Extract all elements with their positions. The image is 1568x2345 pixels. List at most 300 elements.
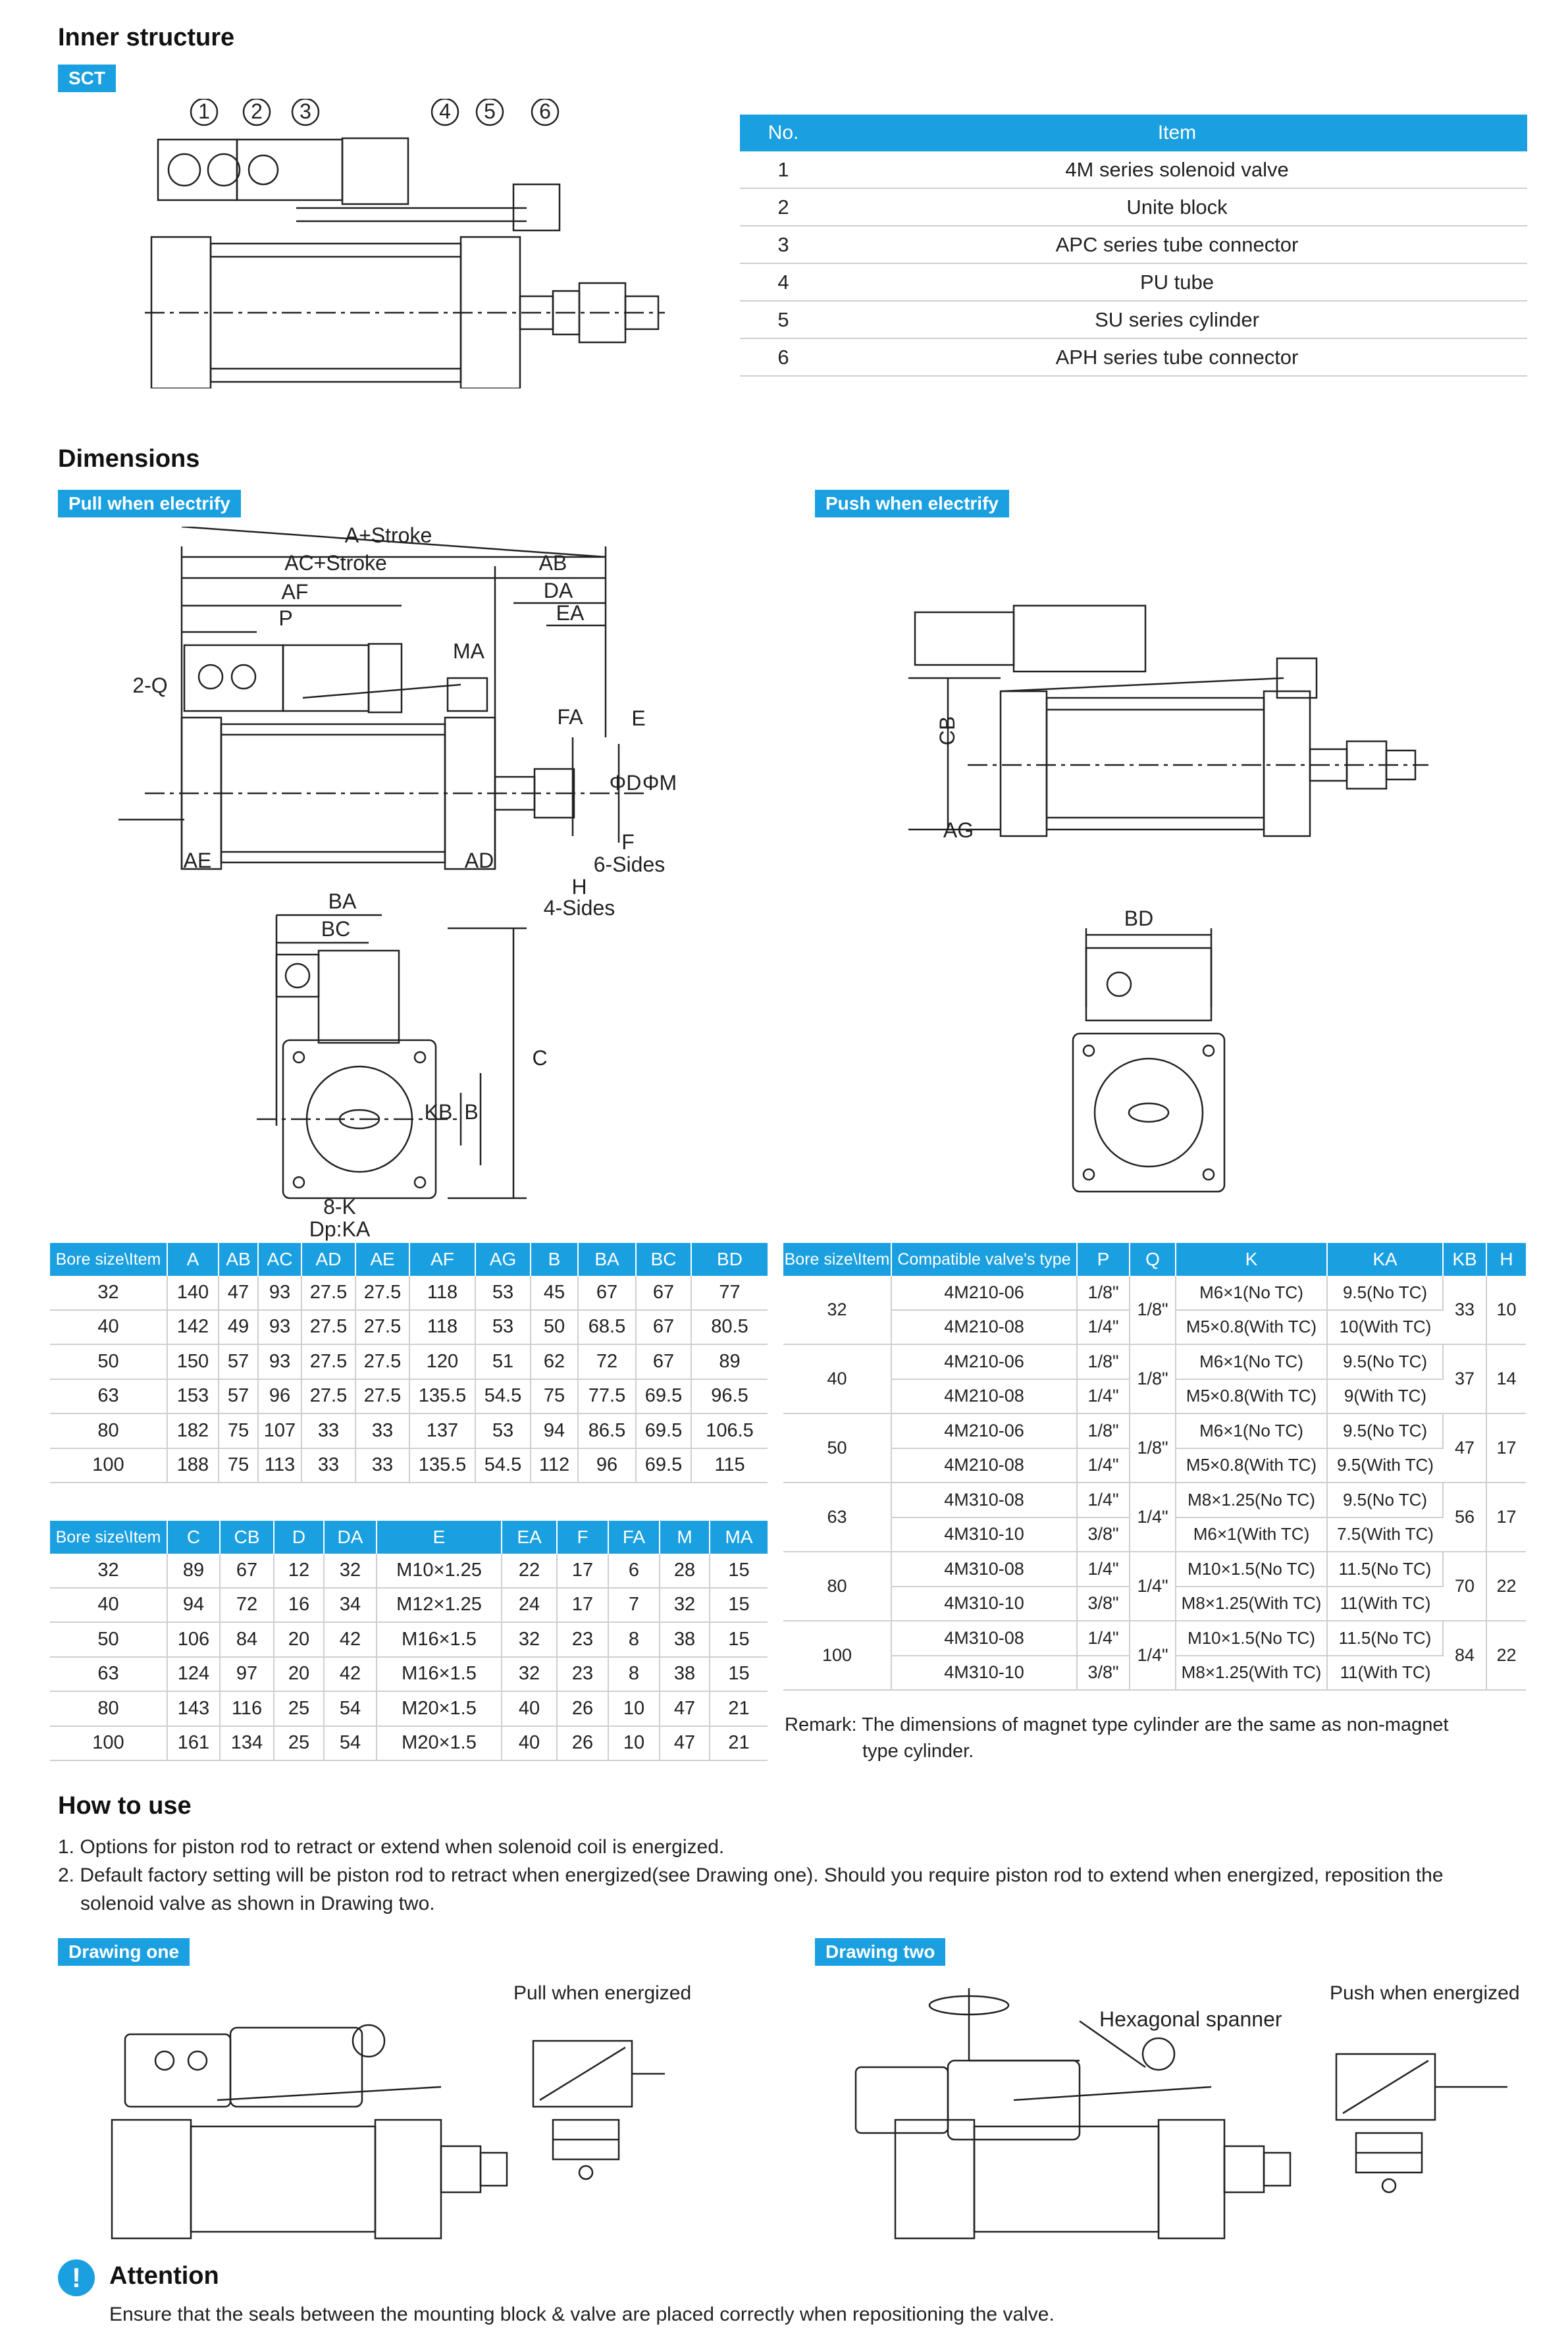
lbl-2q: 2-Q bbox=[132, 673, 168, 697]
lbl-af: AF bbox=[281, 580, 309, 604]
cell: 33 bbox=[355, 1413, 409, 1448]
inner-structure-drawing bbox=[145, 99, 711, 388]
how-item-2-line-1: 2. Default factory setting will be piston rod to retract when energized(see Drawing one). Should you require piston rod to extend when energized, reposition the bbox=[58, 1864, 1444, 1886]
callout-2: 2 bbox=[251, 99, 263, 123]
cell: 54 bbox=[324, 1726, 377, 1761]
cell: 67 bbox=[578, 1276, 636, 1310]
cell: 97 bbox=[220, 1657, 274, 1692]
table-row bbox=[783, 1276, 1526, 1310]
cell: 28 bbox=[660, 1554, 710, 1588]
col-fa: FA bbox=[608, 1521, 660, 1554]
valve-table bbox=[783, 1243, 1526, 1691]
col-bore: Bore size\Item bbox=[50, 1521, 167, 1554]
cell: 89 bbox=[691, 1344, 768, 1379]
cell: 54.5 bbox=[475, 1448, 531, 1483]
cell: 32 bbox=[660, 1588, 710, 1623]
cell: PU tube bbox=[827, 263, 1527, 301]
drawing-two-tag: Drawing two bbox=[815, 1938, 945, 1966]
col-a: A bbox=[167, 1243, 219, 1276]
lbl-ea: EA bbox=[556, 601, 585, 625]
lbl-dpka: Dp:KA bbox=[309, 1217, 371, 1241]
cell: 24 bbox=[502, 1588, 557, 1623]
col-ab: AB bbox=[219, 1243, 258, 1276]
cell: 25 bbox=[274, 1726, 324, 1761]
cell: 32 bbox=[502, 1622, 557, 1657]
dimensions-table-2 bbox=[50, 1521, 768, 1761]
cell: 17 bbox=[557, 1588, 608, 1623]
cell: 1/8" bbox=[1130, 1413, 1176, 1483]
remark-line-1: Remark: The dimensions of magnet type cylinder are the same as non-magnet bbox=[785, 1714, 1449, 1735]
how-item-1: 1. Options for piston rod to retract or extend when solenoid coil is energized. bbox=[58, 1836, 725, 1858]
cell: 49 bbox=[219, 1310, 258, 1345]
cell: 11.5(No TC) bbox=[1327, 1621, 1443, 1656]
cell: 93 bbox=[258, 1310, 301, 1345]
spanner-label: Hexagonal spanner bbox=[1099, 2007, 1282, 2031]
cell: 47 bbox=[219, 1276, 258, 1310]
cell: M6×1(With TC) bbox=[1176, 1517, 1327, 1552]
cell: 9.5(No TC) bbox=[1327, 1413, 1443, 1448]
col-kb: KB bbox=[1443, 1243, 1486, 1276]
lbl-6sides: 6-Sides bbox=[593, 853, 666, 876]
table-row bbox=[50, 1588, 768, 1623]
cell: 4M210-06 bbox=[891, 1413, 1077, 1448]
cell: 4M310-10 bbox=[891, 1587, 1077, 1621]
cell: 53 bbox=[475, 1413, 531, 1448]
cell: 96 bbox=[578, 1448, 636, 1483]
callout-6: 6 bbox=[539, 99, 551, 123]
cell: 93 bbox=[258, 1276, 301, 1310]
drawing-one bbox=[99, 2008, 724, 2252]
cell: 67 bbox=[636, 1276, 691, 1310]
cell: 84 bbox=[220, 1622, 274, 1657]
cell: 6 bbox=[608, 1554, 660, 1588]
cell: 23 bbox=[557, 1657, 608, 1692]
cell: 40 bbox=[502, 1726, 557, 1761]
cell: 6 bbox=[740, 338, 827, 376]
table-row bbox=[783, 1344, 1526, 1379]
cell: 38 bbox=[660, 1657, 710, 1692]
cell: 9(With TC) bbox=[1327, 1379, 1443, 1414]
pull-tag: Pull when electrify bbox=[58, 490, 241, 517]
col-valve-type: Compatible valve's type bbox=[891, 1243, 1077, 1276]
cell: 4M210-08 bbox=[891, 1310, 1077, 1345]
cell: 4M310-08 bbox=[891, 1621, 1077, 1656]
table-row bbox=[50, 1622, 768, 1657]
cell: Unite block bbox=[827, 188, 1527, 226]
cell: 93 bbox=[258, 1344, 301, 1379]
col-p: P bbox=[1077, 1243, 1130, 1276]
cell: 72 bbox=[220, 1588, 274, 1623]
lbl-a-stroke: A+Stroke bbox=[344, 527, 432, 547]
cell: M20×1.5 bbox=[377, 1726, 502, 1761]
col-ag: AG bbox=[475, 1243, 531, 1276]
cell: 4M310-10 bbox=[891, 1517, 1077, 1552]
cell: 22 bbox=[502, 1554, 557, 1588]
cell: 26 bbox=[557, 1691, 608, 1726]
cell: M6×1(No TC) bbox=[1176, 1276, 1327, 1310]
cell: 27.5 bbox=[301, 1344, 355, 1379]
col-bore: Bore size\Item bbox=[50, 1243, 167, 1276]
cell: 69.5 bbox=[636, 1379, 691, 1414]
push-side-view bbox=[902, 593, 1442, 843]
cell: 69.5 bbox=[636, 1413, 691, 1448]
cell: 27.5 bbox=[301, 1310, 355, 1345]
lbl-cb: CB bbox=[935, 716, 959, 746]
cell: 47 bbox=[660, 1726, 710, 1761]
cell: 10 bbox=[608, 1691, 660, 1726]
cell: M5×0.8(With TC) bbox=[1176, 1379, 1327, 1414]
table-row bbox=[783, 1552, 1526, 1587]
cell: 137 bbox=[409, 1413, 475, 1448]
col-no: No. bbox=[740, 115, 827, 151]
cell: 150 bbox=[167, 1344, 219, 1379]
lbl-da: DA bbox=[543, 579, 573, 602]
table-row bbox=[50, 1448, 768, 1483]
cell: 15 bbox=[710, 1657, 768, 1692]
callout-1: 1 bbox=[198, 99, 210, 123]
exclamation-icon: ! bbox=[58, 2259, 95, 2296]
lbl-ma: MA bbox=[453, 639, 484, 663]
col-ba: BA bbox=[578, 1243, 636, 1276]
cell: 32 bbox=[783, 1276, 891, 1344]
remark-line-2: type cylinder. bbox=[862, 1741, 974, 1762]
cell: 1/8" bbox=[1130, 1276, 1176, 1344]
cell: 62 bbox=[531, 1344, 578, 1379]
cell: M6×1(No TC) bbox=[1176, 1344, 1327, 1379]
cell: 11(With TC) bbox=[1327, 1587, 1443, 1621]
cell: 115 bbox=[691, 1448, 768, 1483]
cell: 32 bbox=[324, 1554, 377, 1588]
cell: 23 bbox=[557, 1622, 608, 1657]
cell: M8×1.25(With TC) bbox=[1176, 1656, 1327, 1691]
cell: 5 bbox=[740, 301, 827, 338]
col-bore: Bore size\Item bbox=[783, 1243, 891, 1276]
table-row bbox=[783, 1483, 1526, 1517]
col-da: DA bbox=[324, 1521, 377, 1554]
cell: 80 bbox=[50, 1413, 167, 1448]
cell: 27.5 bbox=[355, 1310, 409, 1345]
cell: 63 bbox=[50, 1657, 167, 1692]
cell: M10×1.5(No TC) bbox=[1176, 1552, 1327, 1587]
cell: 34 bbox=[324, 1588, 377, 1623]
col-e: E bbox=[377, 1521, 502, 1554]
col-ad: AD bbox=[301, 1243, 355, 1276]
cell: 50 bbox=[531, 1310, 578, 1345]
lbl-fa: FA bbox=[557, 705, 583, 729]
table-row bbox=[740, 151, 1527, 188]
cell: 15 bbox=[710, 1622, 768, 1657]
table-row bbox=[50, 1379, 768, 1414]
callout-5: 5 bbox=[484, 99, 496, 123]
cell: M5×0.8(With TC) bbox=[1176, 1310, 1327, 1345]
cell: 143 bbox=[167, 1691, 220, 1726]
lbl-4sides: 4-Sides bbox=[543, 896, 615, 920]
cell: 21 bbox=[710, 1691, 768, 1726]
cell: 77.5 bbox=[578, 1379, 636, 1414]
cell: 1/4" bbox=[1077, 1448, 1130, 1483]
table-row bbox=[740, 188, 1527, 226]
cell: 1/4" bbox=[1077, 1552, 1130, 1587]
lbl-bc: BC bbox=[321, 917, 351, 941]
cell: 27.5 bbox=[355, 1379, 409, 1414]
cell: 75 bbox=[531, 1379, 578, 1414]
push-end-view bbox=[1066, 902, 1290, 1218]
cell: 3/8" bbox=[1077, 1587, 1130, 1621]
cell: M16×1.5 bbox=[377, 1622, 502, 1657]
cell: M8×1.25(With TC) bbox=[1176, 1587, 1327, 1621]
cell: 112 bbox=[531, 1448, 578, 1483]
cell: 56 bbox=[1443, 1483, 1486, 1552]
cell: 67 bbox=[636, 1344, 691, 1379]
col-ea: EA bbox=[502, 1521, 557, 1554]
col-b: B bbox=[531, 1243, 578, 1276]
table-row bbox=[740, 226, 1527, 263]
cell: 10 bbox=[1486, 1276, 1526, 1344]
cell: 75 bbox=[219, 1413, 258, 1448]
cell: 106.5 bbox=[691, 1413, 768, 1448]
table-row bbox=[50, 1554, 768, 1588]
sct-tag: SCT bbox=[58, 65, 116, 92]
table-row bbox=[50, 1691, 768, 1726]
cell: 32 bbox=[50, 1276, 167, 1310]
cell: 45 bbox=[531, 1276, 578, 1310]
cell: 42 bbox=[324, 1657, 377, 1692]
cell: 118 bbox=[409, 1276, 475, 1310]
cell: APC series tube connector bbox=[827, 226, 1527, 263]
lbl-ac-stroke: AC+Stroke bbox=[284, 551, 387, 575]
table-row bbox=[50, 1726, 768, 1761]
cell: 50 bbox=[50, 1344, 167, 1379]
cell: 2 bbox=[740, 188, 827, 226]
cell: 63 bbox=[783, 1483, 891, 1552]
lbl-p: P bbox=[278, 606, 293, 630]
cell: 32 bbox=[50, 1554, 167, 1588]
cell: M16×1.5 bbox=[377, 1657, 502, 1692]
table-row bbox=[50, 1276, 768, 1310]
pull-end-view bbox=[250, 889, 566, 1244]
cell: 4M210-08 bbox=[891, 1379, 1077, 1414]
cell: 22 bbox=[1486, 1552, 1526, 1621]
cell: M5×0.8(With TC) bbox=[1176, 1448, 1327, 1483]
cell: 1/8" bbox=[1077, 1413, 1130, 1448]
cell: 1 bbox=[740, 151, 827, 188]
how-item-2-line-2: solenoid valve as shown in Drawing two. bbox=[80, 1893, 435, 1914]
cell: 94 bbox=[531, 1413, 578, 1448]
lbl-8k: 8-K bbox=[323, 1195, 356, 1219]
cell: M10×1.5(No TC) bbox=[1176, 1621, 1327, 1656]
col-af: AF bbox=[409, 1243, 475, 1276]
cell: 120 bbox=[409, 1344, 475, 1379]
cell: 3 bbox=[740, 226, 827, 263]
cell: 4M210-08 bbox=[891, 1448, 1077, 1483]
cell: 40 bbox=[50, 1310, 167, 1345]
cell: 9.5(With TC) bbox=[1327, 1448, 1443, 1483]
cell: 25 bbox=[274, 1691, 324, 1726]
callout-4: 4 bbox=[439, 99, 451, 123]
pull-side-view bbox=[118, 527, 711, 935]
cell: 17 bbox=[557, 1554, 608, 1588]
cell: 7.5(With TC) bbox=[1327, 1517, 1443, 1552]
table-row bbox=[50, 1310, 768, 1345]
cell: 4M310-08 bbox=[891, 1483, 1077, 1517]
col-f: F bbox=[557, 1521, 608, 1554]
cell: 80.5 bbox=[691, 1310, 768, 1345]
col-ma: MA bbox=[710, 1521, 768, 1554]
cell: 135.5 bbox=[409, 1379, 475, 1414]
col-k: K bbox=[1176, 1243, 1327, 1276]
cell: 63 bbox=[50, 1379, 167, 1414]
cell: 107 bbox=[258, 1413, 301, 1448]
cell: 188 bbox=[167, 1448, 219, 1483]
cell: 50 bbox=[50, 1622, 167, 1657]
cell: M8×1.25(No TC) bbox=[1176, 1483, 1327, 1517]
cell: 142 bbox=[167, 1310, 219, 1345]
cell: 84 bbox=[1443, 1621, 1486, 1690]
cell: 8 bbox=[608, 1622, 660, 1657]
cell: 96.5 bbox=[691, 1379, 768, 1414]
push-caption: Push when energized bbox=[1330, 1982, 1520, 2004]
cell: 33 bbox=[301, 1448, 355, 1483]
cell: 106 bbox=[167, 1622, 220, 1657]
lbl-ad: AD bbox=[464, 849, 494, 872]
cell: 8 bbox=[608, 1657, 660, 1692]
cell: 27.5 bbox=[301, 1276, 355, 1310]
cell: 33 bbox=[1443, 1276, 1486, 1344]
col-ac: AC bbox=[258, 1243, 301, 1276]
cell: 32 bbox=[502, 1657, 557, 1692]
cell: 17 bbox=[1486, 1483, 1526, 1552]
cell: 27.5 bbox=[355, 1276, 409, 1310]
cell: 9.5(No TC) bbox=[1327, 1483, 1443, 1517]
cell: M20×1.5 bbox=[377, 1691, 502, 1726]
lbl-ae: AE bbox=[183, 849, 212, 872]
cell: 4M310-08 bbox=[891, 1552, 1077, 1587]
drawing-one-tag: Drawing one bbox=[58, 1938, 190, 1966]
cell: 27.5 bbox=[301, 1379, 355, 1414]
col-q: Q bbox=[1130, 1243, 1176, 1276]
cell: 47 bbox=[1443, 1413, 1486, 1483]
cell: 40 bbox=[502, 1691, 557, 1726]
cell: 20 bbox=[274, 1657, 324, 1692]
cell: 3/8" bbox=[1077, 1517, 1130, 1552]
col-cb: CB bbox=[220, 1521, 274, 1554]
cell: 40 bbox=[783, 1344, 891, 1413]
cell: 54 bbox=[324, 1691, 377, 1726]
cell: 135.5 bbox=[409, 1448, 475, 1483]
table-row bbox=[740, 301, 1527, 338]
cell: 4 bbox=[740, 263, 827, 301]
cell: 11.5(No TC) bbox=[1327, 1552, 1443, 1587]
cell: 26 bbox=[557, 1726, 608, 1761]
cell: 4M210-06 bbox=[891, 1344, 1077, 1379]
cell: 72 bbox=[578, 1344, 636, 1379]
cell: 69.5 bbox=[636, 1448, 691, 1483]
inner-structure-table bbox=[740, 115, 1527, 377]
cell: 21 bbox=[710, 1726, 768, 1761]
cell: 37 bbox=[1443, 1344, 1486, 1413]
table-row bbox=[50, 1344, 768, 1379]
cell: 1/4" bbox=[1077, 1483, 1130, 1517]
cell: 86.5 bbox=[578, 1413, 636, 1448]
cell: 100 bbox=[50, 1726, 167, 1761]
cell: 113 bbox=[258, 1448, 301, 1483]
cell: 75 bbox=[219, 1448, 258, 1483]
cell: 38 bbox=[660, 1622, 710, 1657]
cell: 10(With TC) bbox=[1327, 1310, 1443, 1345]
lbl-kb: KB bbox=[424, 1100, 453, 1124]
col-ae: AE bbox=[355, 1243, 409, 1276]
cell: 80 bbox=[783, 1552, 891, 1621]
cell: 182 bbox=[167, 1413, 219, 1448]
cell: 1/4" bbox=[1130, 1483, 1176, 1552]
cell: 33 bbox=[355, 1448, 409, 1483]
col-c: C bbox=[167, 1521, 220, 1554]
cell: 57 bbox=[219, 1344, 258, 1379]
col-d: D bbox=[274, 1521, 324, 1554]
attention-title: Attention bbox=[109, 2262, 219, 2290]
cell: 33 bbox=[301, 1413, 355, 1448]
dimensions-title: Dimensions bbox=[58, 445, 200, 473]
cell: 4M210-06 bbox=[891, 1276, 1077, 1310]
cell: 1/4" bbox=[1130, 1552, 1176, 1621]
table-row bbox=[783, 1413, 1526, 1448]
cell: 15 bbox=[710, 1588, 768, 1623]
cell: 9.5(No TC) bbox=[1327, 1344, 1443, 1379]
cell: APH series tube connector bbox=[827, 338, 1527, 376]
cell: 161 bbox=[167, 1726, 220, 1761]
lbl-ag: AG bbox=[943, 818, 974, 842]
cell: 1/8" bbox=[1077, 1344, 1130, 1379]
cell: 20 bbox=[274, 1622, 324, 1657]
table-row bbox=[50, 1413, 768, 1448]
cell: 1/8" bbox=[1077, 1276, 1130, 1310]
cell: 14 bbox=[1486, 1344, 1526, 1413]
push-tag: Push when electrify bbox=[815, 490, 1009, 517]
cell: M10×1.25 bbox=[377, 1554, 502, 1588]
cell: 4M series solenoid valve bbox=[827, 151, 1527, 188]
col-item: Item bbox=[827, 115, 1527, 151]
lbl-bd: BD bbox=[1124, 907, 1154, 930]
col-bc: BC bbox=[636, 1243, 691, 1276]
cell: 134 bbox=[220, 1726, 274, 1761]
how-to-use-title: How to use bbox=[58, 1792, 192, 1820]
cell: 124 bbox=[167, 1657, 220, 1692]
cell: 1/4" bbox=[1130, 1621, 1176, 1690]
cell: 67 bbox=[636, 1310, 691, 1345]
cell: 51 bbox=[475, 1344, 531, 1379]
how-to-use-text bbox=[58, 1833, 1532, 1918]
cell: 1/4" bbox=[1077, 1621, 1130, 1656]
lbl-phid: ΦD bbox=[609, 771, 642, 795]
lbl-f: F bbox=[621, 830, 635, 854]
cell: M6×1(No TC) bbox=[1176, 1413, 1327, 1448]
cell: 1/4" bbox=[1077, 1310, 1130, 1345]
cell: 53 bbox=[475, 1310, 531, 1345]
cell: 11(With TC) bbox=[1327, 1656, 1443, 1691]
cell: 1/8" bbox=[1130, 1344, 1176, 1413]
cell: 77 bbox=[691, 1276, 768, 1310]
pull-caption: Pull when energized bbox=[513, 1982, 692, 2004]
cell: 42 bbox=[324, 1622, 377, 1657]
col-h: H bbox=[1486, 1243, 1526, 1276]
cell: 1/4" bbox=[1077, 1379, 1130, 1414]
callout-3: 3 bbox=[300, 99, 311, 123]
cell: 96 bbox=[258, 1379, 301, 1414]
col-m: M bbox=[660, 1521, 710, 1554]
drawing-two bbox=[816, 1988, 1534, 2252]
table-row bbox=[783, 1621, 1526, 1656]
cell: 53 bbox=[475, 1276, 531, 1310]
